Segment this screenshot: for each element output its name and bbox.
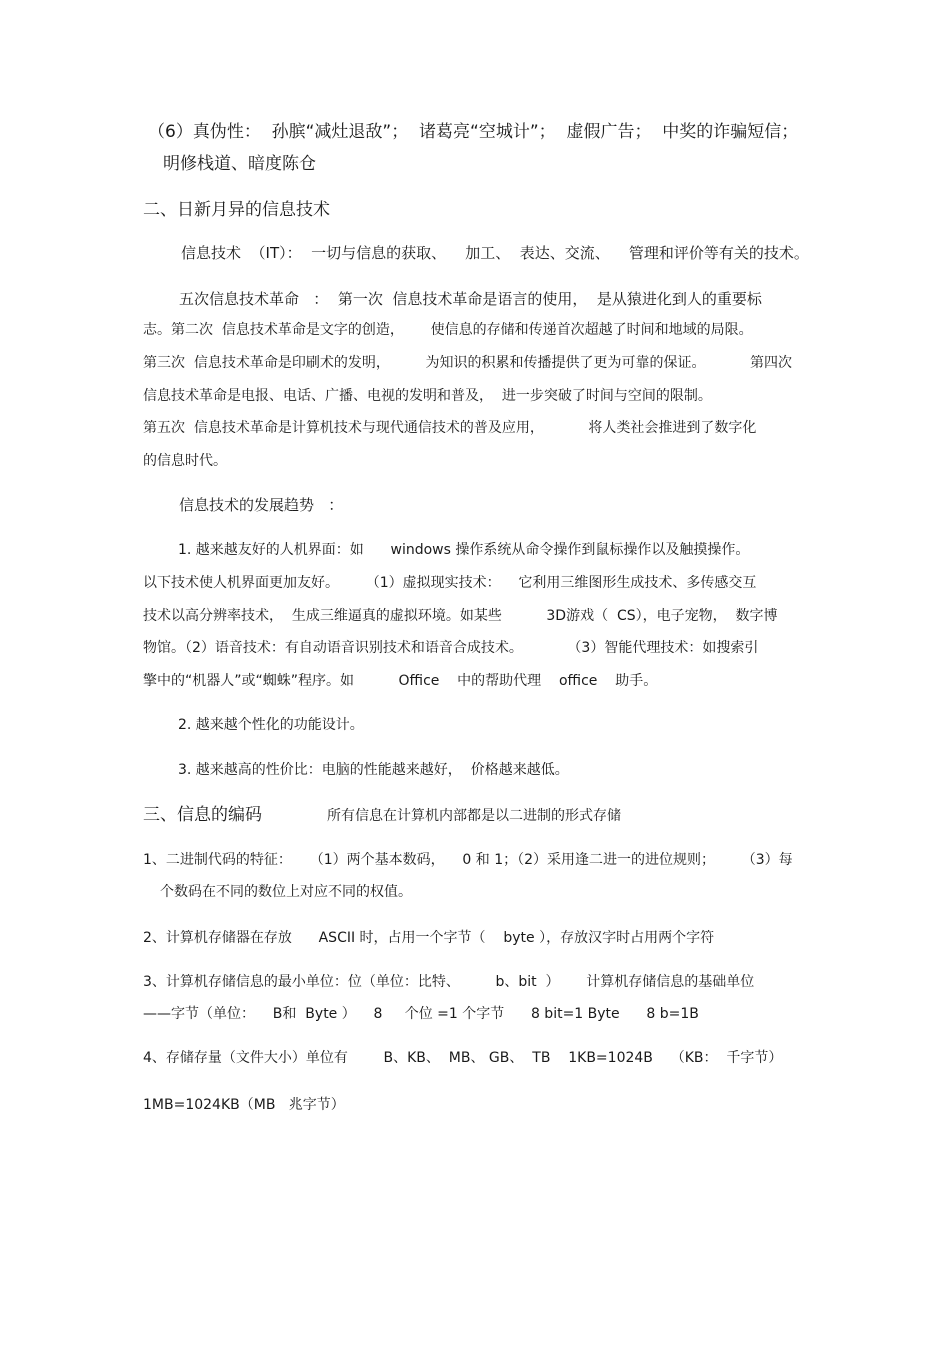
text-line-binary-features: 1、二进制代码的特征： （1）两个基本数码， 0 和 1；（2）采用逢二进一的进位规则； （3）每 bbox=[143, 852, 793, 868]
text-line-trend-1c: 技术以高分辨率技术， 生成三维逼真的虚拟环境。如某些 3D游戏（ CS），电子宠物， 数字博 bbox=[143, 608, 778, 624]
text-line-encoding-note: 所有信息在计算机内部都是以二进制的形式存储 bbox=[327, 808, 621, 824]
text-line-authenticity-cont: 明修栈道、暗度陈仓 bbox=[163, 154, 316, 174]
text-line-byte-unit: ——字节（单位： B和 Byte ） 8 个位 =1 个字节 8 bit=1 Byte 8 b=1B bbox=[143, 1006, 699, 1022]
section-heading-encoding: 三、信息的编码 bbox=[143, 805, 262, 825]
section-heading-it: 二、日新月异的信息技术 bbox=[143, 200, 330, 220]
text-line-authenticity: （6）真伪性： 孙膑“减灶退敌”； 诸葛亮“空城计”； 虚假广告； 中奖的诈骗短信； bbox=[148, 122, 799, 142]
text-line-revolutions-1: 五次信息技术革命 ： 第一次 信息技术革命是语言的使用， 是从猿进化到人的重要标 bbox=[179, 290, 762, 308]
text-line-mb-definition: 1MB=1024KB（MB 兆字节） bbox=[143, 1097, 345, 1113]
text-line-trend-1d: 物馆。（2）语音技术：有自动语音识别技术和语音合成技术。 （3）智能代理技术：如搜索引 bbox=[143, 640, 759, 656]
text-line-revolutions-5: 第五次 信息技术革命是计算机技术与现代通信技术的普及应用， 将人类社会推进到了数字化 bbox=[143, 420, 757, 436]
text-line-trend-1: 1. 越来越友好的人机界面：如 windows 操作系统从命令操作到鼠标操作以及触摸操作。 bbox=[178, 542, 750, 558]
text-line-it-definition: 信息技术 （IT）： 一切与信息的获取、 加工、 表达、交流、 管理和评价等有关的技术。 bbox=[181, 244, 809, 262]
text-line-revolutions-2: 志。第二次 信息技术革命是文字的创造， 使信息的存储和传递首次超越了时间和地域的局限。 bbox=[143, 322, 753, 338]
text-line-revolutions-3: 第三次 信息技术革命是印刷术的发明， 为知识的积累和传播提供了更为可靠的保证。 第四次 bbox=[143, 355, 793, 371]
text-line-binary-features-cont: 个数码在不同的数位上对应不同的权值。 bbox=[160, 884, 412, 900]
text-line-revolutions-6: 的信息时代。 bbox=[143, 453, 227, 469]
text-line-trend-1b: 以下技术使人机界面更加友好。 （1）虚拟现实技术： 它利用三维图形生成技术、多传感交互 bbox=[143, 575, 757, 591]
text-line-revolutions-4: 信息技术革命是电报、电话、广播、电视的发明和普及， 进一步突破了时间与空间的限制。 bbox=[143, 388, 712, 404]
text-line-min-unit: 3、计算机存储信息的最小单位：位（单位：比特、 b、bit ） 计算机存储信息的基础单位 bbox=[143, 974, 755, 990]
text-line-capacity-units: 4、存储存量（文件大小）单位有 B、KB、 MB、 GB、 TB 1KB=1024B （KB： 千字节） bbox=[143, 1050, 783, 1066]
text-line-trend-3: 3. 越来越高的性价比：电脑的性能越来越好， 价格越来越低。 bbox=[178, 762, 569, 778]
text-line-storage-ascii: 2、计算机存储器在存放 ASCII 时，占用一个字节（ byte ），存放汉字时占用两个字符 bbox=[143, 930, 715, 946]
text-line-trend-1e: 擎中的“机器人”或“蜘蛛”程序。如 Office 中的帮助代理 office 助手。 bbox=[143, 673, 658, 689]
text-line-trend-2: 2. 越来越个性化的功能设计。 bbox=[178, 717, 364, 733]
subheading-trends: 信息技术的发展趋势 ： bbox=[179, 496, 344, 514]
